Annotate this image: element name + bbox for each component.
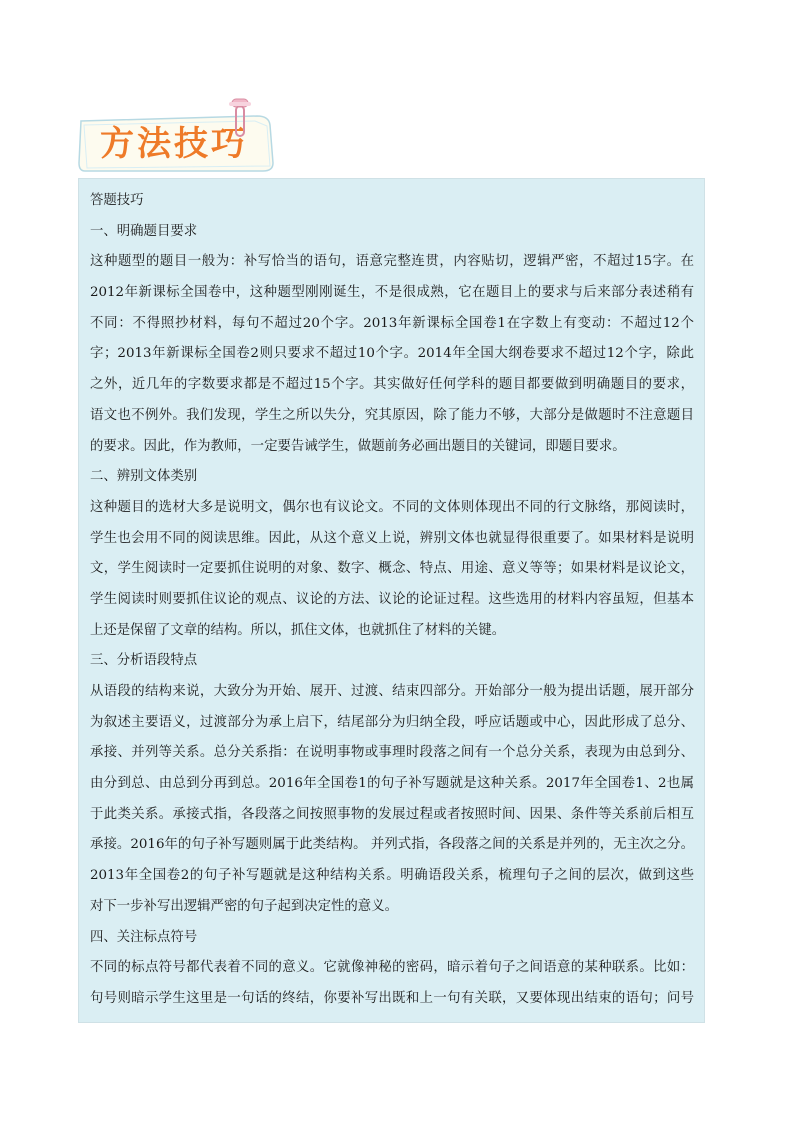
text-line: 四、关注标点符号 — [90, 929, 198, 945]
text-line: 答题技巧 — [90, 193, 144, 208]
text-line: 三、分析语段特点 — [90, 653, 198, 669]
text-line: 从语段的结构来说，大致分为开始、展开、过渡、结束四部分。开始部分一般为提出话题，展开部分 — [90, 684, 694, 699]
text-line: 二、辨别文体类别 — [90, 469, 198, 485]
content-text — [79, 179, 704, 1015]
text-line: 句号则暗示学生这里是一句话的终结，你要补写出既和上一句有关联，又要体现出结束的语句；问号 — [90, 990, 694, 1006]
text-line: 字；2013年新课标全国卷2则只要求不超过10个字。2014年全国大纲卷要求不超过12个字，除此 — [90, 346, 694, 362]
text-line: 这种题型的题目一般为：补写恰当的语句，语意完整连贯，内容贴切，逻辑严密，不超过15字。在 — [90, 254, 694, 270]
text-line: 语文也不例外。我们发现，学生之所以失分，究其原因，除了能力不够，大部分是做题时不注意题目 — [90, 407, 694, 423]
text-line: 2013年全国卷2的句子补写题就是这种结构关系。明确语段关系，梳理句子之间的层次，做到这些 — [90, 868, 694, 884]
text-line: 承接。2016年的句子补写题则属于此类结构。 并列式指，各段落之间的关系是并列的，无主次之分。 — [90, 837, 694, 853]
text-line: 这种题目的选材大多是说明文，偶尔也有议论文。不同的文体则体现出不同的行文脉络，那阅读时， — [90, 499, 694, 515]
text-line: 2012年新课标全国卷中，这种题型刚刚诞生，不是很成熟，它在题目上的要求与后来部分表述稍有 — [90, 285, 694, 301]
text-line: 不同：不得照抄材料，每句不超过20个字。2013年新课标全国卷1在字数上有变动：不超过12个 — [90, 315, 694, 331]
text-line: 由分到总、由总到分再到总。2016年全国卷1的句子补写题就是这种关系。2017年全国卷1、2也属 — [90, 776, 694, 792]
text-line: 承接、并列等关系。总分关系指：在说明事物或事理时段落之间有一个总分关系，表现为由总到分、 — [90, 745, 694, 761]
text-line: 文，学生阅读时一定要抓住说明的对象、数字、概念、特点、用途、意义等等；如果材料是议论文， — [90, 561, 694, 577]
text-line: 于此类关系。承接式指，各段落之间按照事物的发展过程或者按照时间、因果、条件等关系前后相互 — [90, 806, 694, 822]
content-panel — [78, 178, 705, 1023]
section-title: 方法技巧 — [100, 124, 248, 164]
text-line: 之外，近几年的字数要求都是不超过15个字。其实做好任何学科的题目都要做到明确题目的要求， — [90, 377, 694, 393]
text-line: 为叙述主要语义，过渡部分为承上启下，结尾部分为归纳全段，呼应话题或中心，因此形成了总分、 — [90, 714, 694, 730]
text-line: 学生阅读时则要抓住议论的观点、议论的方法、议论的论证过程。这些选用的材料内容虽短，但基本 — [90, 591, 694, 607]
text-line: 一、明确题目要求 — [90, 223, 198, 239]
text-line: 不同的标点符号都代表着不同的意义。它就像神秘的密码，暗示着句子之间语意的某种联系。比如： — [90, 960, 694, 976]
text-line: 学生也会用不同的阅读思维。因此，从这个意义上说，辨别文体也就显得很重要了。如果材料是说明 — [90, 530, 694, 546]
text-line: 上还是保留了文章的结构。所以，抓住文体，也就抓住了材料的关键。 — [90, 622, 506, 638]
text-line: 的要求。因此，作为教师，一定要告诫学生，做题前务必画出题目的关键词，即题目要求。 — [90, 438, 626, 454]
paper-clip-icon — [226, 96, 254, 144]
text-line: 对下一步补写出逻辑严密的句子起到决定性的意义。 — [90, 898, 398, 914]
